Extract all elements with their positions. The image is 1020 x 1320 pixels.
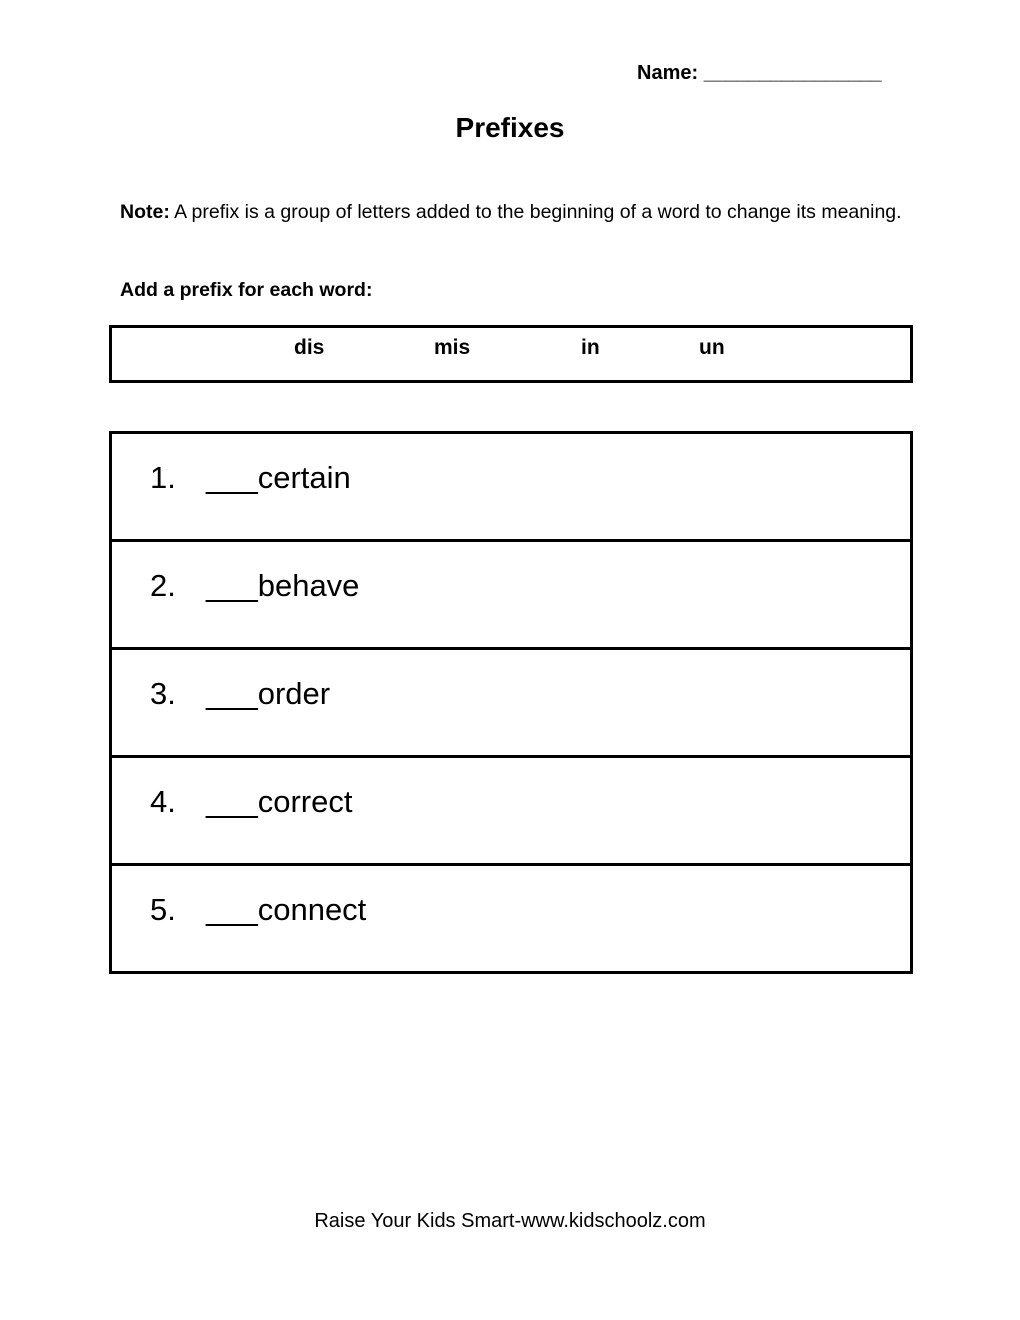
word-with-blank[interactable]: ___behave bbox=[206, 568, 360, 603]
row-number: 1. bbox=[150, 460, 176, 495]
row-number: 3. bbox=[150, 676, 176, 711]
prefix-in: in bbox=[581, 336, 600, 359]
word-row-3 bbox=[112, 650, 910, 758]
word-with-blank[interactable]: ___connect bbox=[206, 892, 367, 927]
note-text: A prefix is a group of letters added to the beginning of a word to change its meaning. bbox=[169, 201, 902, 223]
note-paragraph bbox=[120, 196, 910, 228]
word-with-blank[interactable]: ___correct bbox=[206, 784, 353, 819]
row-number: 4. bbox=[150, 784, 176, 819]
page-title: Prefixes bbox=[455, 112, 565, 143]
word-with-blank[interactable]: ___certain bbox=[206, 460, 351, 495]
word-row-1 bbox=[112, 434, 910, 542]
prefix-word-bank bbox=[109, 325, 913, 383]
note-label: Note: bbox=[120, 201, 170, 223]
prefix-dis: dis bbox=[294, 336, 325, 359]
instruction-text: Add a prefix for each word: bbox=[120, 279, 373, 301]
word-with-blank[interactable]: ___order bbox=[206, 676, 331, 711]
name-field: Name: ________________ bbox=[637, 62, 882, 84]
word-row-5 bbox=[112, 866, 910, 974]
word-row-4 bbox=[112, 758, 910, 866]
word-table bbox=[109, 431, 913, 974]
page-footer: Raise Your Kids Smart-www.kidschoolz.com bbox=[314, 1210, 706, 1232]
row-number: 5. bbox=[150, 892, 176, 927]
word-row-2 bbox=[112, 542, 910, 650]
row-number: 2. bbox=[150, 568, 176, 603]
prefix-mis: mis bbox=[434, 336, 471, 359]
prefix-un: un bbox=[699, 336, 725, 359]
